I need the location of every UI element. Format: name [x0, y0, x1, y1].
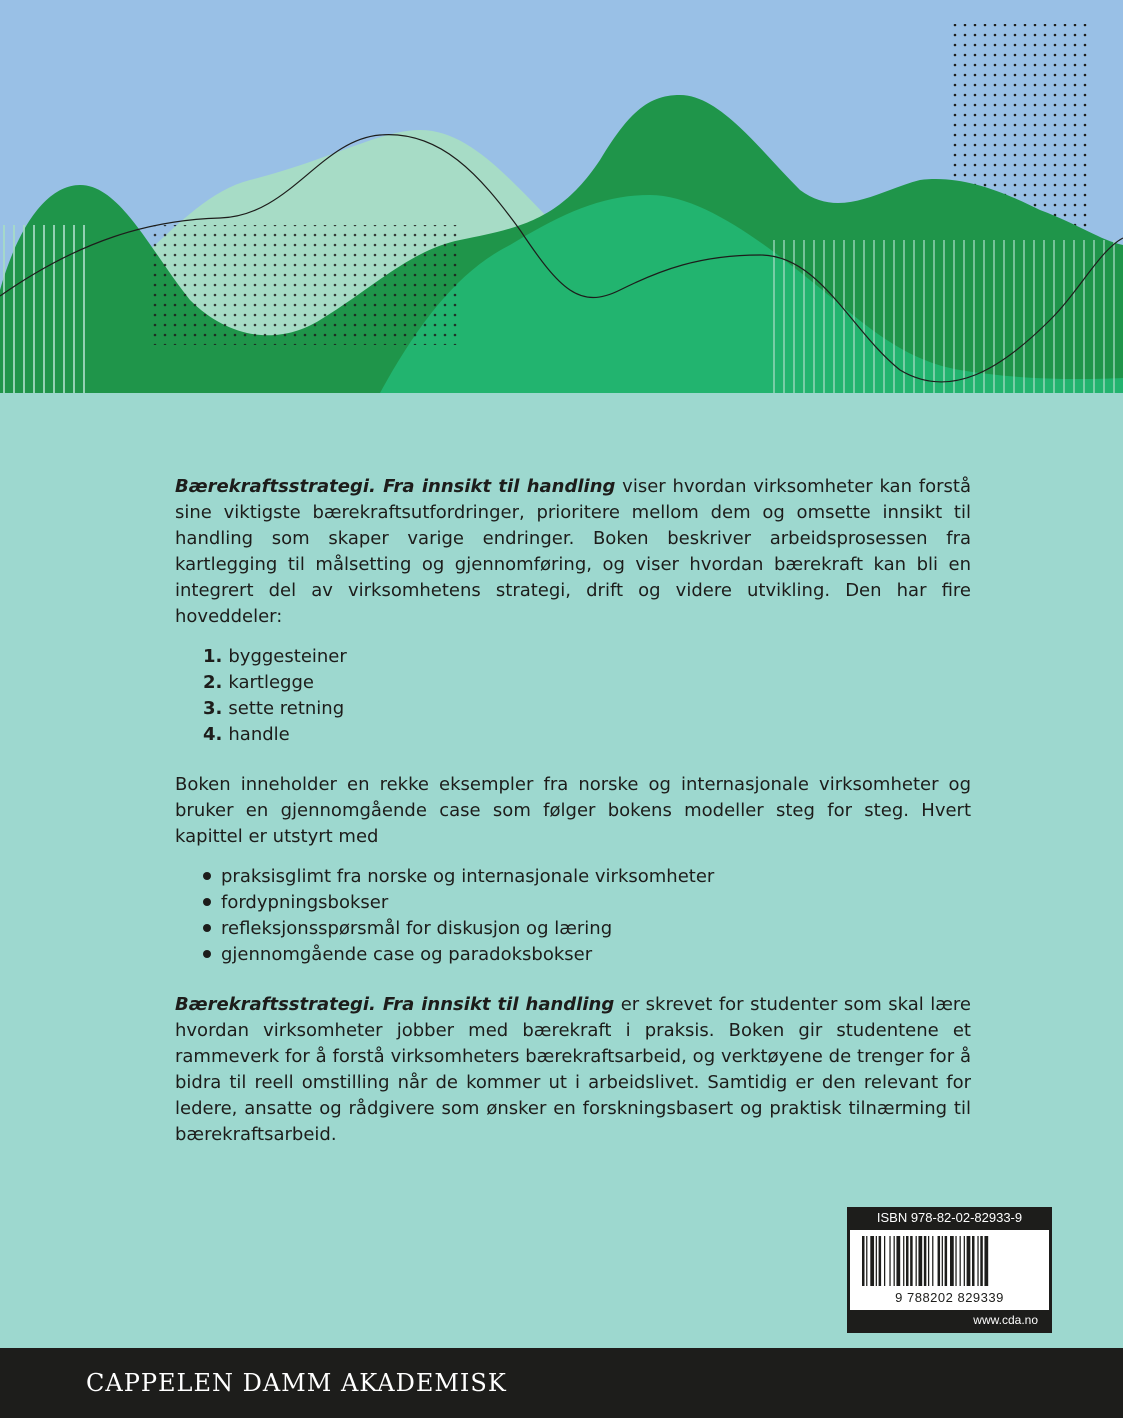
list-item	[203, 890, 971, 916]
list-item	[203, 942, 971, 968]
list-item	[203, 696, 971, 722]
list-number: 3.	[203, 698, 223, 719]
list-label: refleksjonsspørsmål for diskusjon og læring	[221, 918, 613, 939]
audience-paragraph	[175, 992, 971, 1148]
book-title-audience: Bærekraftsstrategi. Fra innsikt til handling	[175, 994, 615, 1015]
dot-pattern-center	[150, 225, 460, 345]
main-parts-list	[203, 644, 971, 748]
blurb	[175, 474, 971, 1148]
list-label: handle	[228, 724, 290, 745]
list-label: sette retning	[228, 698, 345, 719]
book-title-intro: Bærekraftsstrategi. Fra innsikt til handling	[175, 476, 616, 497]
list-item	[203, 644, 971, 670]
barcode-digits: 9 788202 829339	[895, 1290, 1004, 1305]
bullet-icon	[203, 898, 211, 906]
bars-left	[0, 225, 90, 393]
isbn-barcode-box	[847, 1207, 1052, 1333]
list-label: byggesteiner	[228, 646, 347, 667]
examples-paragraph: Boken inneholder en rekke eksempler fra norske og internasjonale virksomheter og bruker en gjennomgående case som følger bokens modeller steg for steg. Hvert kapittel er utstyrt med	[175, 774, 971, 847]
barcode-bars	[850, 1230, 1049, 1290]
publisher-name: CAPPELEN DAMM AKADEMISK	[86, 1369, 507, 1397]
isbn-label: ISBN 978-82-02-82933-9	[876, 1210, 1023, 1225]
list-label: gjennomgående case og paradoksbokser	[221, 944, 593, 965]
bars-right	[770, 240, 1123, 393]
list-number: 4.	[203, 724, 223, 745]
list-label: fordypningsbokser	[221, 892, 389, 913]
publisher-footer	[0, 1348, 1123, 1418]
audience-text: er skrevet for studenter som skal lære hvordan virksomheter jobber med bærekraft i praksis. Boken gir studentene et rammeverk for å forstå virksomheters bærekraftsarbeid, og verktøyene de trenger for å bidra til reell omstilling når de kommer ut i arbeidslivet. Samtidig er den relevant for ledere, ansatte og rådgivere som ønsker en forskningsbasert og praktisk tilnærming til bærekraftsarbeid.	[175, 994, 972, 1145]
list-item	[203, 722, 971, 748]
list-item	[203, 670, 971, 696]
intro-paragraph	[175, 474, 971, 630]
list-label: kartlegge	[228, 672, 314, 693]
list-item	[203, 916, 971, 942]
bullet-icon	[203, 924, 211, 932]
list-item	[203, 864, 971, 890]
bullet-icon	[203, 950, 211, 958]
list-number: 1.	[203, 646, 223, 667]
intro-text: viser hvordan virksomheter kan forstå sine viktigste bærekraftsutfordringer, prioritere mellom dem og omsette innsikt til handling som skaper varige endringer. Boken beskriver arbeidsprosessen fra kartlegging til målsetting og gjennomføring, og viser hvordan bærekraft kan bli en integrert del av virksomhetens strategi, drift og videre utvikling. Den har fire hoveddeler:	[175, 476, 971, 627]
barcode	[850, 1230, 1049, 1310]
bullet-icon	[203, 872, 211, 880]
features-list	[203, 864, 971, 968]
website-label: www.cda.no	[973, 1313, 1038, 1327]
cover-illustration	[0, 0, 1123, 393]
list-number: 2.	[203, 672, 223, 693]
list-label: praksisglimt fra norske og internasjonale virksomheter	[221, 866, 715, 887]
